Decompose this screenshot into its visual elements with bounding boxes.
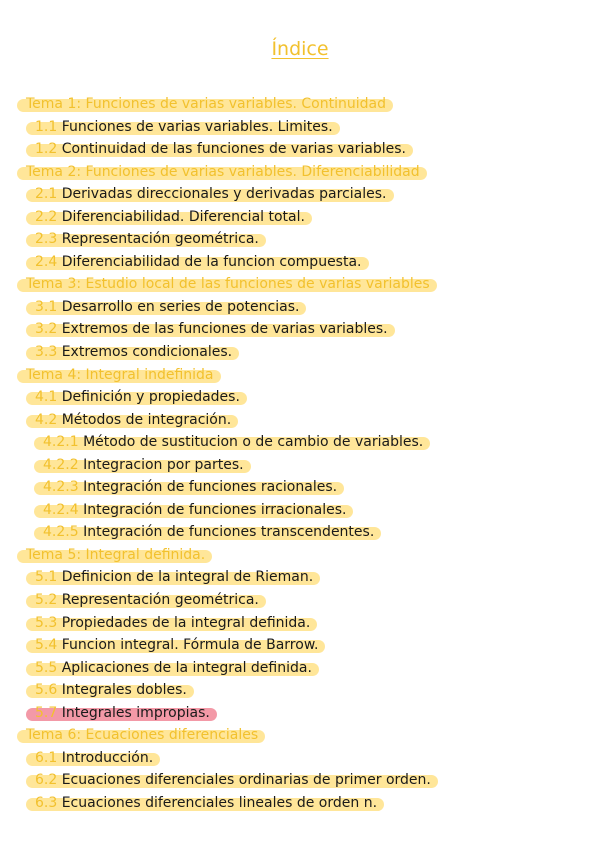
toc-item[interactable] (0, 566, 600, 589)
toc-number: 4.2.3 (43, 479, 79, 496)
toc-chapter[interactable] (0, 161, 600, 184)
toc-label: Representación geométrica. (57, 231, 259, 248)
toc-label: Funciones de varias variables. Limites. (57, 118, 333, 135)
toc-number: Tema 3: (26, 276, 82, 293)
toc-number: 6.1 (35, 749, 58, 766)
table-of-contents (0, 93, 600, 815)
toc-item[interactable] (0, 206, 600, 229)
toc-item[interactable] (0, 116, 600, 139)
toc-item[interactable] (0, 612, 600, 635)
toc-chapter[interactable] (0, 544, 600, 567)
toc-item[interactable] (0, 747, 600, 770)
toc-label: Propiedades de la integral definida. (57, 614, 311, 631)
toc-number: 3.1 (35, 298, 58, 315)
toc-item[interactable] (0, 499, 600, 522)
toc-label: Integracion por partes. (78, 456, 244, 473)
toc-label: Extremos condicionales. (57, 344, 233, 361)
toc-item[interactable] (0, 318, 600, 341)
toc-label: Integrales impropias. (57, 704, 210, 721)
toc-number: 2.1 (35, 186, 58, 203)
toc-number: 4.2.4 (43, 501, 79, 518)
toc-number: 3.2 (35, 321, 58, 338)
toc-label: Definicion de la integral de Rieman. (57, 569, 314, 586)
toc-number: 4.2.1 (43, 434, 79, 451)
toc-number: 6.2 (35, 772, 58, 789)
toc-number: 4.2.2 (43, 456, 79, 473)
toc-item[interactable] (0, 431, 600, 454)
toc-label: Funciones de varias variables. Diferenciabilidad (81, 163, 420, 180)
toc-label: Integración de funciones racionales. (78, 479, 338, 496)
toc-label: Integración de funciones irracionales. (78, 501, 347, 518)
toc-label: Extremos de las funciones de varias variables. (57, 321, 388, 338)
toc-label: Aplicaciones de la integral definida. (57, 659, 312, 676)
toc-label: Estudio local de las funciones de varias variables (81, 276, 430, 293)
toc-number: 5.7 (35, 704, 58, 721)
toc-number: 4.2 (35, 411, 58, 428)
toc-chapter[interactable] (0, 273, 600, 296)
toc-number: 1.2 (35, 141, 58, 158)
toc-item[interactable] (0, 228, 600, 251)
toc-item[interactable] (0, 657, 600, 680)
toc-number: 5.6 (35, 682, 58, 699)
toc-label: Desarrollo en series de potencias. (57, 298, 300, 315)
toc-number: 4.1 (35, 389, 58, 406)
toc-item[interactable] (0, 634, 600, 657)
toc-number: Tema 4: (26, 366, 82, 383)
toc-item[interactable] (0, 476, 600, 499)
toc-number: 5.3 (35, 614, 58, 631)
toc-number: 1.1 (35, 118, 58, 135)
toc-label: Ecuaciones diferenciales (81, 727, 259, 744)
toc-label: Integración de funciones transcendentes. (78, 524, 375, 541)
index-title: Índice (271, 38, 329, 60)
toc-label: Integral definida. (81, 546, 206, 563)
toc-label: Definición y propiedades. (57, 389, 240, 406)
toc-item[interactable] (0, 454, 600, 477)
toc-number: Tema 1: (26, 96, 82, 112)
toc-item[interactable] (0, 589, 600, 612)
toc-label: Representación geométrica. (57, 592, 259, 609)
toc-number: 3.3 (35, 344, 58, 361)
toc-label: Diferenciabilidad de la funcion compuesta. (57, 253, 362, 270)
toc-item[interactable] (0, 296, 600, 319)
toc-chapter[interactable] (0, 724, 600, 747)
toc-label: Diferenciabilidad. Diferencial total. (57, 208, 305, 225)
toc-item[interactable] (0, 138, 600, 161)
toc-number: 5.1 (35, 569, 58, 586)
toc-label: Métodos de integración. (57, 411, 232, 428)
toc-label: Ecuaciones diferenciales ordinarias de primer orden. (57, 772, 431, 789)
toc-item[interactable] (0, 341, 600, 364)
toc-label: Integrales dobles. (57, 682, 187, 699)
toc-label: Ecuaciones diferenciales lineales de orden n. (57, 794, 378, 811)
toc-number: Tema 2: (26, 163, 82, 180)
toc-number: Tema 5: (26, 546, 82, 563)
toc-number: 2.2 (35, 208, 58, 225)
toc-label: Funciones de varias variables. Continuidad (81, 96, 386, 112)
toc-label: Continuidad de las funciones de varias variables. (57, 141, 406, 158)
toc-number: 5.2 (35, 592, 58, 609)
toc-label: Introducción. (57, 749, 154, 766)
toc-label: Método de sustitucion o de cambio de variables. (78, 434, 424, 451)
toc-item[interactable] (0, 769, 600, 792)
toc-item[interactable] (0, 792, 600, 815)
toc-label: Funcion integral. Fórmula de Barrow. (57, 637, 319, 654)
toc-item[interactable] (0, 521, 600, 544)
toc-number: 5.4 (35, 637, 58, 654)
toc-item[interactable] (0, 183, 600, 206)
toc-label: Derivadas direccionales y derivadas parciales. (57, 186, 387, 203)
toc-chapter[interactable] (0, 93, 600, 116)
toc-item[interactable] (0, 679, 600, 702)
toc-number: 4.2.5 (43, 524, 79, 541)
toc-number: Tema 6: (26, 727, 82, 744)
toc-item[interactable] (0, 251, 600, 274)
toc-number: 6.3 (35, 794, 58, 811)
toc-number: 2.3 (35, 231, 58, 248)
toc-number: 2.4 (35, 253, 58, 270)
toc-item[interactable] (0, 409, 600, 432)
toc-label: Integral indefinida (81, 366, 214, 383)
toc-item[interactable] (0, 386, 600, 409)
toc-number: 5.5 (35, 659, 58, 676)
toc-item[interactable] (0, 702, 600, 725)
toc-chapter[interactable] (0, 364, 600, 387)
